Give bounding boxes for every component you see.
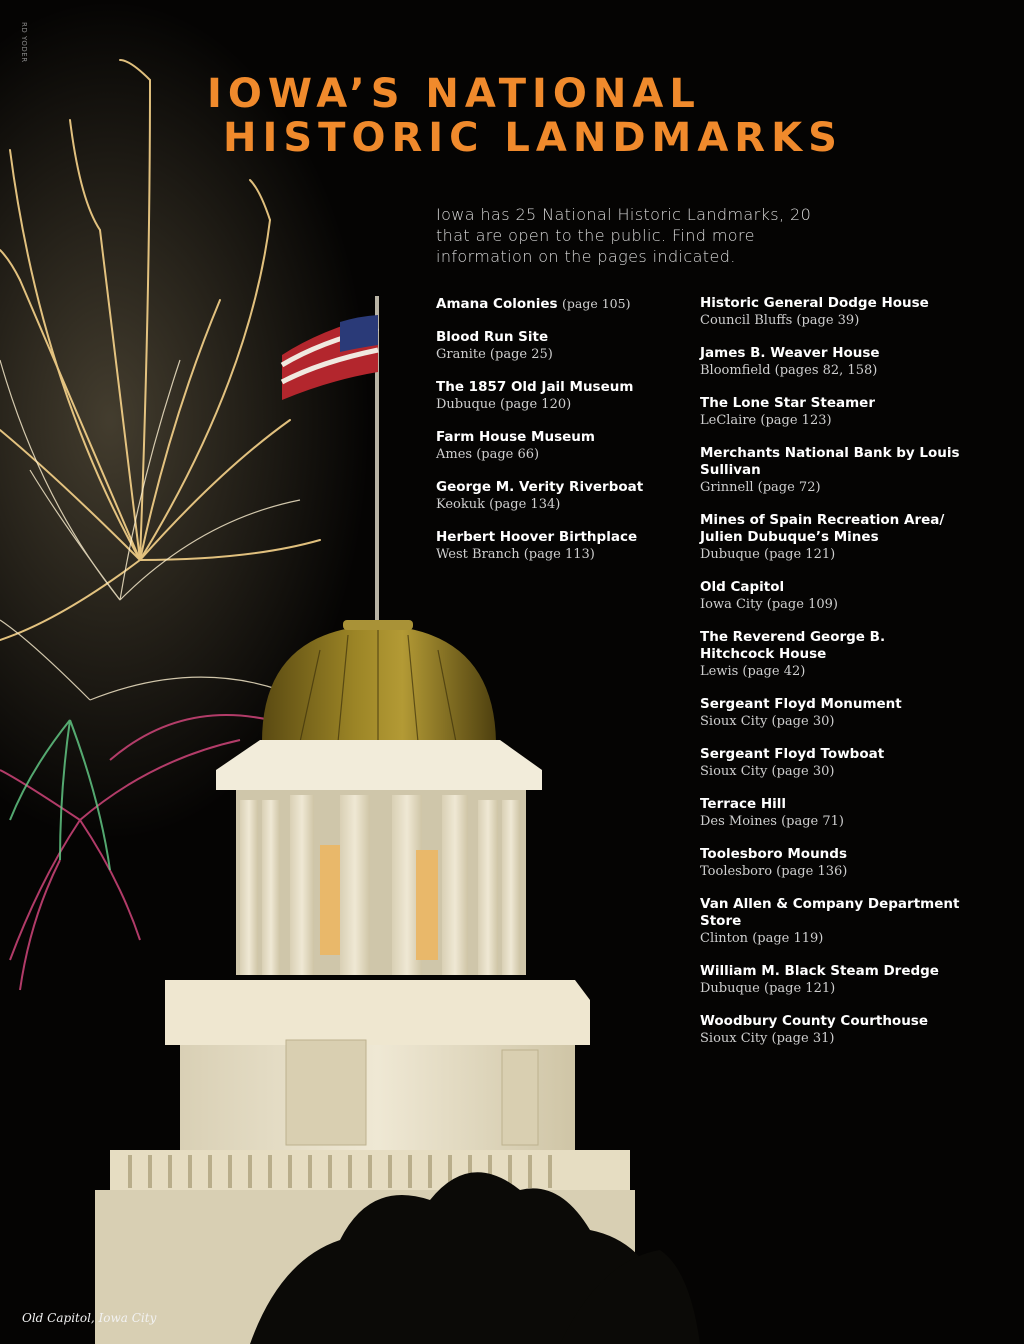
landmark-list-right (700, 295, 960, 1063)
landmark-name: Farm House Museum (436, 429, 595, 445)
page-title (207, 72, 843, 160)
landmark-name: The Lone Star Steamer (700, 395, 875, 411)
landmark-name: Old Capitol (700, 579, 785, 595)
title-line-2: HISTORIC LANDMARKS (223, 115, 843, 161)
landmark-name: Merchants National Bank by Louis Sullivan (700, 445, 960, 478)
landmark-location: Ames (page 66) (436, 447, 540, 462)
list-item (700, 1013, 960, 1047)
landmark-name: Van Allen & Company Department Store (700, 896, 960, 929)
landmark-location: (page 105) (562, 296, 631, 311)
list-item (700, 395, 960, 429)
photo-caption: Old Capitol, Iowa City (22, 1311, 157, 1325)
list-item (700, 629, 960, 680)
landmark-location: Granite (page 25) (436, 347, 553, 362)
landmark-name: James B. Weaver House (700, 345, 880, 361)
landmark-name: Woodbury County Courthouse (700, 1013, 929, 1029)
landmark-location: LeClaire (page 123) (700, 413, 832, 428)
list-item (700, 512, 960, 563)
list-item (436, 429, 676, 463)
landmark-name: The Reverend George B. Hitchcock House (700, 629, 886, 662)
intro-paragraph: Iowa has 25 National Historic Landmarks, 20 that are open to the public. Find more information on the pages indicated. (436, 205, 812, 266)
list-item (700, 295, 960, 329)
landmark-name: Herbert Hoover Birthplace (436, 529, 638, 545)
photo-credit: RD YODER (20, 22, 28, 63)
landmark-location: Sioux City (page 30) (700, 764, 835, 779)
landmark-location: Bloomfield (pages 82, 158) (700, 363, 878, 378)
landmark-location: Grinnell (page 72) (700, 480, 821, 495)
landmark-name: Mines of Spain Recreation Area/ Julien Dubuque’s Mines (700, 512, 945, 545)
list-item (436, 379, 676, 413)
landmark-list-left (436, 295, 676, 579)
list-item (700, 896, 960, 947)
list-item (700, 846, 960, 880)
list-item (700, 796, 960, 830)
landmark-location: West Branch (page 113) (436, 547, 595, 562)
landmark-name: Sergeant Floyd Towboat (700, 746, 885, 762)
landmark-name: The 1857 Old Jail Museum (436, 379, 634, 395)
landmark-name: Toolesboro Mounds (700, 846, 847, 862)
landmark-location: Toolesboro (page 136) (700, 864, 848, 879)
cupola (216, 740, 542, 975)
landmark-location: Keokuk (page 134) (436, 497, 561, 512)
list-item (700, 696, 960, 730)
landmark-location: Clinton (page 119) (700, 931, 824, 946)
landmark-name: Sergeant Floyd Monument (700, 696, 902, 712)
landmark-location: Sioux City (page 31) (700, 1031, 835, 1046)
list-item (700, 963, 960, 997)
landmark-location: Iowa City (page 109) (700, 597, 838, 612)
landmark-location: Des Moines (page 71) (700, 814, 844, 829)
title-line-1: IOWA’S NATIONAL (207, 71, 701, 117)
landmark-location: Dubuque (page 121) (700, 981, 836, 996)
list-item (436, 329, 676, 363)
list-item (436, 295, 676, 313)
landmark-name: Terrace Hill (700, 796, 787, 812)
landmark-name: George M. Verity Riverboat (436, 479, 644, 495)
list-item (700, 746, 960, 780)
list-item (436, 479, 676, 513)
list-item (700, 579, 960, 613)
list-item (700, 445, 960, 496)
landmark-location: Council Bluffs (page 39) (700, 313, 860, 328)
landmark-location: Dubuque (page 120) (436, 397, 572, 412)
landmark-location: Sioux City (page 30) (700, 714, 835, 729)
landmark-name: Blood Run Site (436, 329, 549, 345)
list-item (436, 529, 676, 563)
landmark-name: William M. Black Steam Dredge (700, 963, 939, 979)
list-item (700, 345, 960, 379)
landmark-name: Historic General Dodge House (700, 295, 929, 311)
landmark-name: Amana Colonies (436, 296, 558, 312)
landmark-location: Lewis (page 42) (700, 664, 806, 679)
landmark-location: Dubuque (page 121) (700, 547, 836, 562)
